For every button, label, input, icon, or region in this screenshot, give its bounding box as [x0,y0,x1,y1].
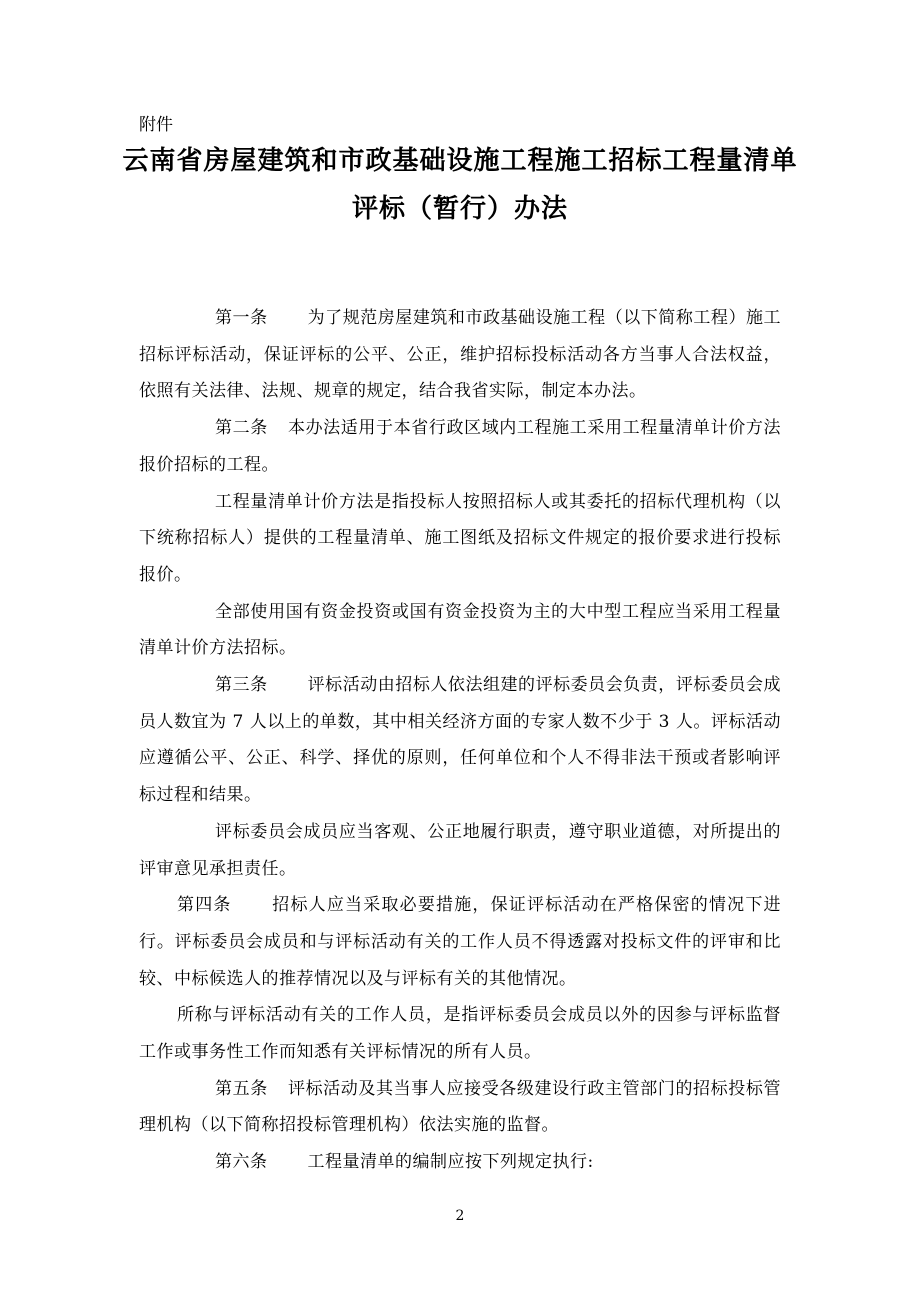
article-3-clause-1: 评标委员会成员应当客观、公正地履行职责，遵守职业道德，对所提出的评审意见承担责任。 [139,821,781,879]
article-2-clause-2: 全部使用国有资金投资或国有资金投资为主的大中型工程应当采用工程量清单计价方法招标。 [139,601,781,659]
article-4-clause-1: 所称与评标活动有关的工作人员，是指评标委员会成员以外的因参与评标监督工作或事务性工作而知悉有关评标情况的所有人员。 [139,1005,781,1063]
article-3-paragraph [139,667,781,814]
article-4-heading: 第四条 [177,895,232,916]
article-5-text: 评标活动及其当事人应接受各级建设行政主管部门的招标投标管理机构（以下简称招投标管理机构）依法实施的监督。 [139,1078,782,1136]
page-number: 2 [455,1208,465,1224]
article-1-paragraph [139,300,781,410]
article-6-text: 工程量清单的编制应按下列规定执行: [307,1152,594,1173]
article-6-paragraph [139,1144,781,1181]
article-2-text: 本办法适用于本省行政区域内工程施工采用工程量清单计价方法报价招标的工程。 [139,418,782,475]
article-2-heading: 第二条 [215,418,268,439]
document-body [139,300,781,1181]
article-2-clause-1: 工程量清单计价方法是指投标人按照招标人或其委托的招标代理机构（以下统称招标人）提供的工程量清单、施工图纸及招标文件规定的报价要求进行投标报价。 [139,491,781,585]
attachment-label: 附件 [139,115,173,135]
document-title-line-2: 评标（暂行）办法 [351,194,568,224]
article-3-heading: 第三条 [215,675,268,696]
article-5-paragraph [139,1071,781,1144]
article-4-paragraph [139,887,781,997]
article-1-text: 为了规范房屋建筑和市政基础设施工程（以下简称工程）施工招标评标活动，保证评标的公平、公正，维护招标投标活动各方当事人合法权益，依照有关法律、法规、规章的规定，结合我省实际，制定本办法。 [139,308,782,402]
article-1-heading: 第一条 [215,308,268,328]
article-5-heading: 第五条 [215,1078,268,1099]
article-4-text: 招标人应当采取必要措施，保证评标活动在严格保密的情况下进行。评标委员会成员和与评标活动有关的工作人员不得透露对投标文件的评审和比较、中标候选人的推荐情况以及与评标有关的其他情况。 [139,895,782,989]
article-3-text: 评标活动由招标人依法组建的评标委员会负责，评标委员会成员人数宜为 7 人以上的单数，其中相关经济方面的专家人数不少于 3 人。评标活动应遵循公平、公正、科学、择优的原则，任何单位和个人不得非法干预或者影响评标过程和结果。 [139,675,782,806]
article-6-heading: 第六条 [215,1152,268,1173]
article-2-paragraph [139,410,781,483]
document-title-line-1: 云南省房屋建筑和市政基础设施工程施工招标工程量清单 [122,146,798,176]
